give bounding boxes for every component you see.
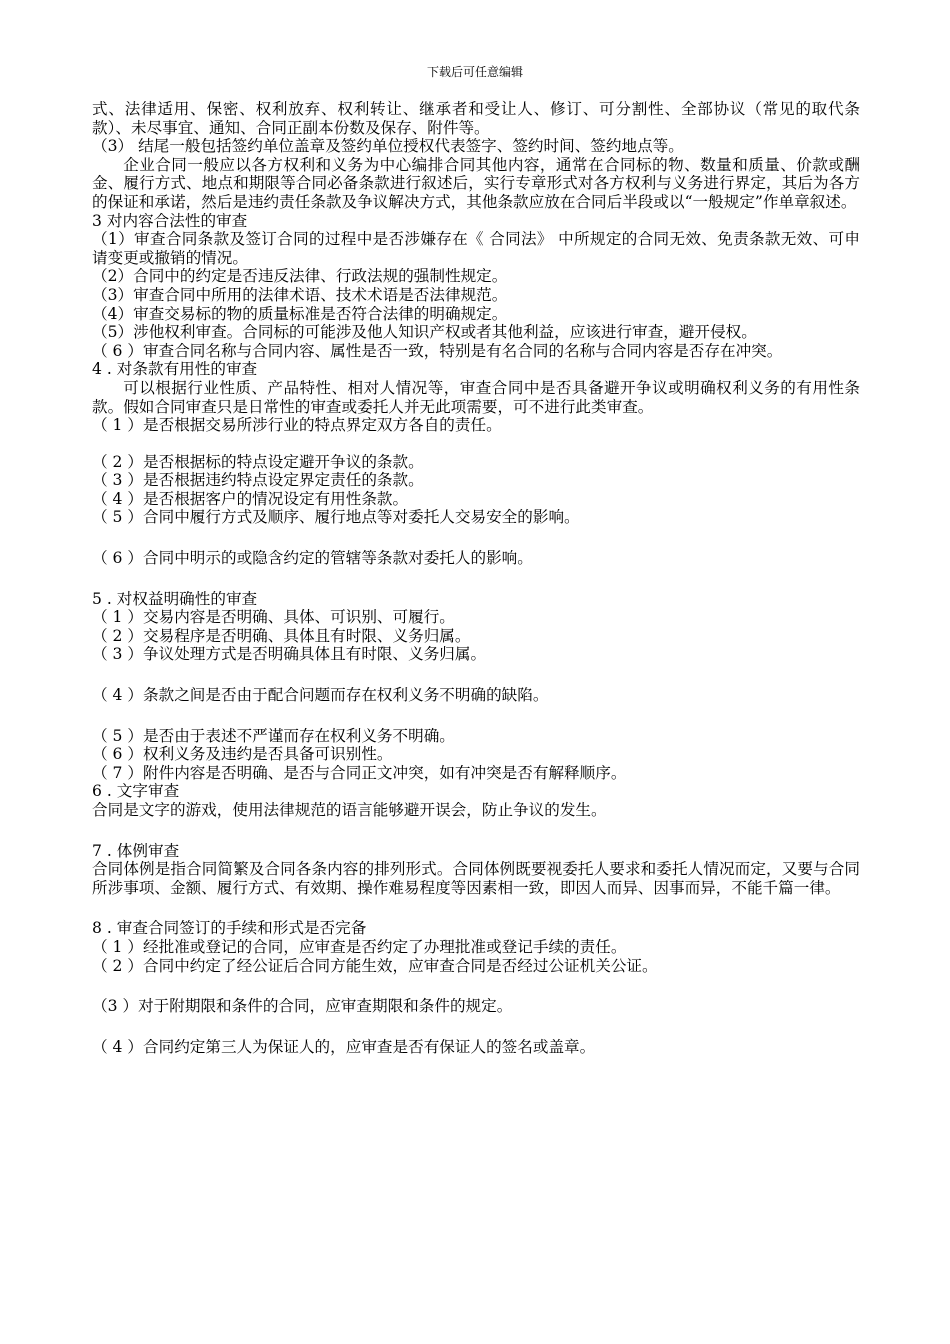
paragraph: （5）涉他权利审查。合同标的可能涉及他人知识产权或者其他利益，应该进行审查，避开侵权。 (92, 323, 757, 342)
paragraph: （4）审查交易标的物的质量标准是否符合法律的明确规定。 (92, 304, 508, 323)
section-heading: 7 . 体例审查 (92, 841, 180, 860)
paragraph: （ 6 ）合同中明示的或隐含约定的管辖等条款对委托人的影响。 (92, 549, 533, 568)
paragraph: （ 2 ）合同中约定了经公证后合同方能生效，应审查合同是否经过公证机关公证。 (92, 956, 658, 975)
paragraph: （3）审查合同中所用的法律术语、技术术语是否法律规范。 (92, 285, 508, 304)
paragraph: 合同是文字的游戏，使用法律规范的语言能够避开误会，防止争议的发生。 (92, 801, 607, 819)
paragraph: （ 1 ）交易内容是否明确、具体、可识别、可履行。 (92, 608, 455, 627)
paragraph: 可以根据行业性质、产品特性、相对人情况等，审查合同中是否具备避开争议或明确权利义务的有用性条款。假如合同审查只是日常性的审查或委托人并无此项需要，可不进行此类审查。 (92, 378, 860, 416)
paragraph: （ 2 ）是否根据标的特点设定避开争议的条款。 (92, 452, 424, 471)
document-body (92, 100, 860, 1056)
paragraph: （ 3 ）是否根据违约特点设定界定责任的条款。 (92, 471, 424, 490)
paragraph: （2）合同中的约定是否违反法律、行政法规的强制性规定。 (92, 267, 508, 286)
paragraph: （ 1 ）经批准或登记的合同，应审查是否约定了办理批准或登记手续的责任。 (92, 937, 627, 956)
paragraph: （ 7 ）附件内容是否明确、是否与合同正文冲突，如有冲突是否有解释顺序。 (92, 763, 627, 782)
paragraph: （ 6 ）审查合同名称与合同内容、属性是否一致，特别是有名合同的名称与合同内容是否存在冲突。 (92, 341, 783, 360)
paragraph: （ 4 ）是否根据客户的情况设定有用性条款。 (92, 489, 409, 508)
paragraph: 式、法律适用、保密、权利放弃、权利转让、继承者和受让人、修订、可分割性、全部协议（常见的取代条款）、未尽事宜、通知、合同正副本份数及保存、附件等。 (92, 100, 860, 137)
paragraph: （ 5 ）合同中履行方式及顺序、履行地点等对委托人交易安全的影响。 (92, 508, 580, 527)
section-heading: 3 对内容合法性的审查 (92, 211, 248, 230)
paragraph: （ 6 ）权利义务及违约是否具备可识别性。 (92, 745, 393, 764)
paragraph: （ 2 ）交易程序是否明确、具体且有时限、义务归属。 (92, 626, 471, 645)
section-heading: 5 . 对权益明确性的审查 (92, 589, 258, 608)
paragraph: （ 3 ）争议处理方式是否明确具体且有时限、义务归属。 (92, 645, 487, 664)
paragraph: （ 4 ）条款之间是否由于配合问题而存在权利义务不明确的缺陷。 (92, 686, 549, 705)
paragraph: （3 ）对于附期限和条件的合同，应审查期限和条件的规定。 (92, 997, 513, 1016)
paragraph: （3） 结尾一般包括签约单位盖章及签约单位授权代表签字、签约时间、签约地点等。 (92, 137, 684, 156)
paragraph: （ 4 ）合同约定第三人为保证人的，应审查是否有保证人的签名或盖章。 (92, 1037, 596, 1056)
page-header: 下载后可任意编辑 (426, 65, 523, 79)
paragraph: （ 5 ）是否由于表述不严谨而存在权利义务不明确。 (92, 726, 455, 745)
section-heading: 8 . 审查合同签订的手续和形式是否完备 (92, 919, 367, 938)
section-heading: 4 . 对条款有用性的审查 (92, 360, 258, 379)
paragraph: （ 1 ）是否根据交易所涉行业的特点界定双方各自的责任。 (92, 416, 502, 435)
paragraph: 合同体例是指合同简繁及合同各条内容的排列形式。合同体例既要视委托人要求和委托人情况而定，又要与合同所涉事项、金额、履行方式、有效期、操作难易程度等因素相一致，即因人而异、因事而异，不能千篇一律。 (92, 860, 860, 897)
paragraph: 企业合同一般应以各方权利和义务为中心编排合同其他内容，通常在合同标的物、数量和质量、价款或酬金、履行方式、地点和期限等合同必备条款进行叙述后，实行专章形式对各方权利与义务进行界定，其后为各方的保证和承诺，然后是违约责任条款及争议解决方式，其他条款应放在合同后半段或以“一般规定”作单章叙述。 (92, 155, 860, 211)
paragraph: （1）审查合同条款及签订合同的过程中是否涉嫌存在《 合同法》 中所规定的合同无效、免责条款无效、可申请变更或撤销的情况。 (92, 230, 860, 267)
section-heading: 6 . 文字审查 (92, 782, 180, 801)
